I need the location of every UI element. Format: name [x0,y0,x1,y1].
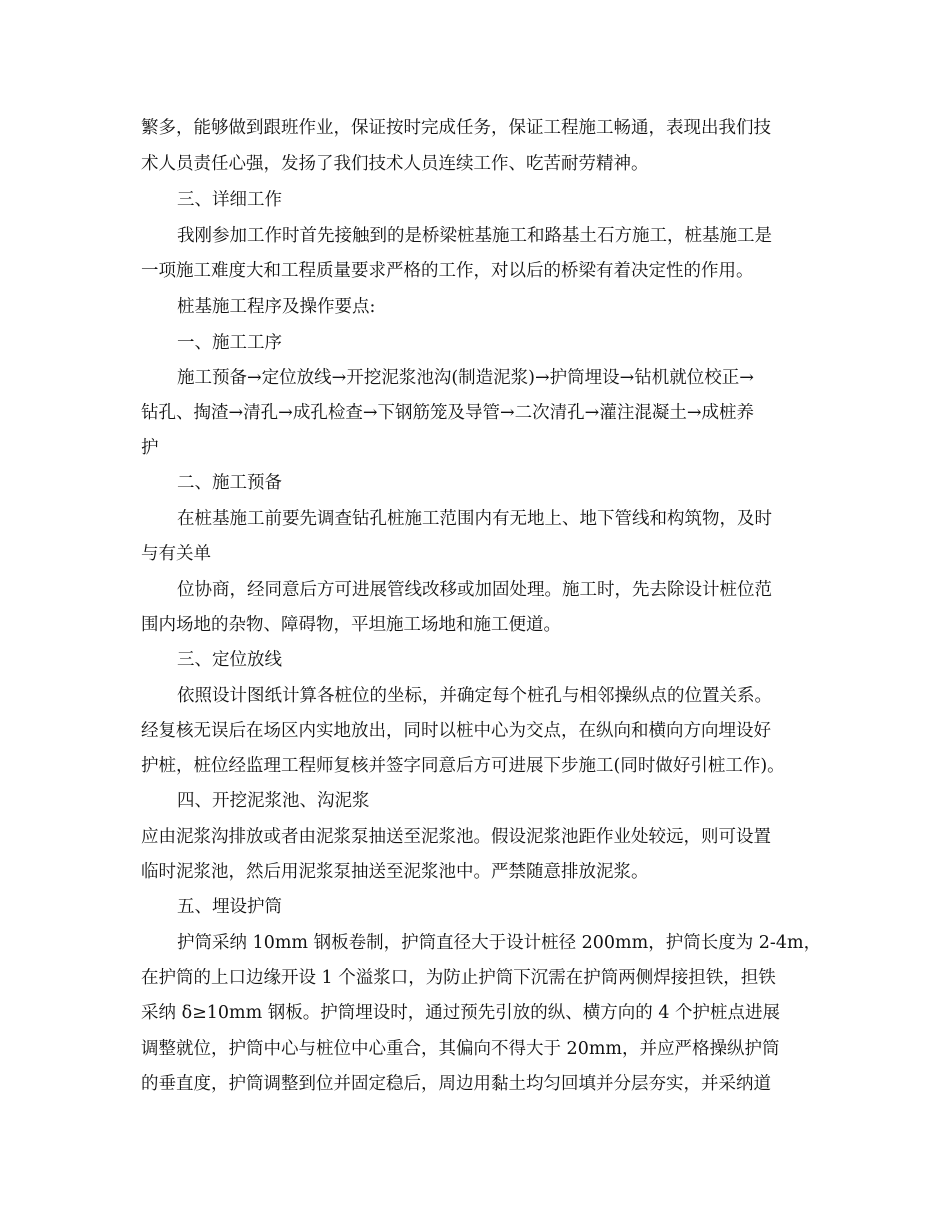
section-heading: 四、开挖泥浆池、沟泥浆 [177,791,370,811]
text-line: 施工预备→定位放线→开挖泥浆池沟(制造泥浆)→护筒埋设→钻机就位校正→ [177,368,754,388]
text-line: 应由泥浆沟排放或者由泥浆泵抽送至泥浆池。假设泥浆池距作业处较远，则可设置 [141,827,771,847]
text-line: 护桩，桩位经监理工程师复核并签字同意后方可进展下步施工(同时做好引桩工作)。 [141,756,785,776]
text-line: 我刚参加工作时首先接触到的是桥梁桩基施工和路基土石方施工，桩基施工是 [177,226,772,246]
section-heading: 五、埋设护筒 [177,897,282,917]
text-line: 调整就位，护筒中心与桩位中心重合，其偏向不得大于 20mm，并应严格操纵护筒 [141,1039,780,1059]
text-line: 临时泥浆池，然后用泥浆泵抽送至泥浆池中。严禁随意排放泥浆。 [141,862,649,882]
text-line: 采纳 δ≥10mm 钢板。护筒埋设时，通过预先引放的纵、横方向的 4 个护桩点进展 [141,1003,781,1023]
text-line: 在护筒的上口边缘开设 1 个溢浆口，为防止护筒下沉需在护筒两侧焊接担铁，担铁 [141,968,776,988]
text-line: 一项施工难度大和工程质量要求严格的工作，对以后的桥梁有着决定性的作用。 [141,261,754,281]
text-line: 护筒采纳 10mm 钢板卷制，护筒直径大于设计桩径 200mm，护筒长度为 2-4m， [177,933,822,953]
section-heading: 二、施工预备 [177,473,282,493]
text-line: 护 [141,438,159,458]
text-line: 依照设计图纸计算各桩位的坐标，并确定每个桩孔与相邻操纵点的位置关系。 [177,686,772,706]
text-line: 术人员责任心强，发扬了我们技术人员连续工作、吃苦耐劳精神。 [141,154,649,174]
text-line: 钻孔、掏渣→清孔→成孔检查→下钢筋笼及导管→二次清孔→灌注混凝土→成桩养 [141,403,754,423]
text-line: 的垂直度，护筒调整到位并固定稳后，周边用黏土均匀回填并分层夯实，并采纳道 [141,1074,771,1094]
section-heading: 三、详细工作 [177,190,282,210]
text-line: 位协商，经同意后方可进展管线改移或加固处理。施工时，先去除设计桩位范 [177,580,772,600]
section-heading: 一、施工工序 [177,333,282,353]
text-line: 在桩基施工前要先调查钻孔桩施工范围内有无地上、地下管线和构筑物，及时 [177,509,772,529]
text-line: 桩基施工程序及操作要点: [177,297,376,317]
text-line: 围内场地的杂物、障碍物，平坦施工场地和施工便道。 [141,615,561,635]
text-line: 繁多，能够做到跟班作业，保证按时完成任务，保证工程施工畅通，表现出我们技 [141,118,771,138]
text-line: 经复核无误后在场区内实地放出，同时以桩中心为交点，在纵向和横向方向埋设好 [141,721,771,741]
section-heading: 三、定位放线 [177,650,282,670]
text-line: 与有关单 [141,544,211,564]
